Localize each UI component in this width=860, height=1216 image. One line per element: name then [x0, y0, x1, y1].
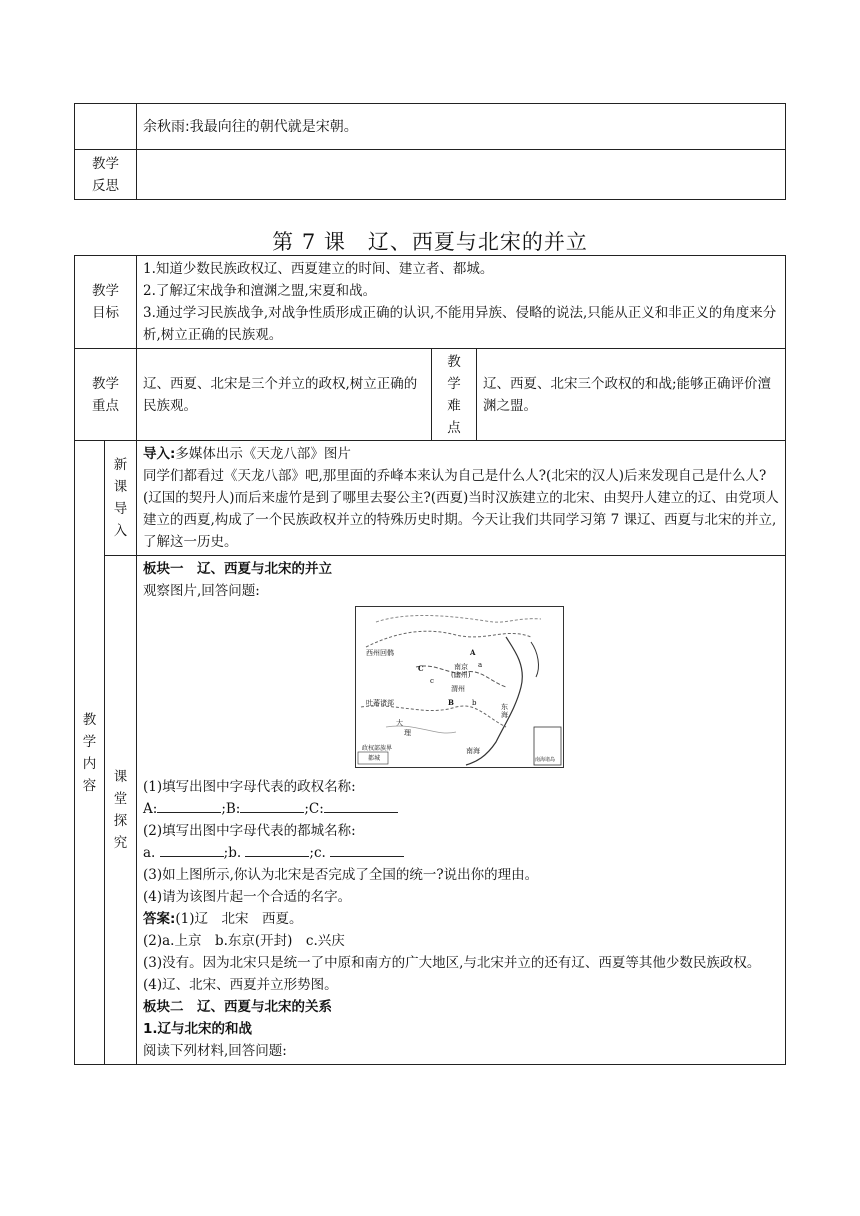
map-label-b: b [472, 699, 477, 707]
key-points-text: 辽、西夏、北宋是三个并立的政权,树立正确的民族观。 [137, 349, 432, 441]
map-label-islands: 南海诸岛 [535, 757, 556, 763]
blank-a[interactable] [160, 842, 224, 857]
intro-lead: 导入: [143, 446, 176, 462]
map-label-C: C [418, 664, 424, 673]
map-label-tanzhou: 渭州 [451, 685, 465, 693]
question-1-blanks: A: ;B: ;C: [143, 798, 779, 820]
map-label-li: 理 [404, 729, 411, 737]
goal-3: 3.通过学习民族战争,对战争性质形成正确的认识,不能用异族、侵略的说法,只能从正义和非正义的角度来分析,树立正确的民族观。 [143, 305, 777, 343]
blank-B[interactable] [240, 798, 304, 813]
map-label-xizhou: 西州回鹘 [366, 649, 394, 657]
map-label-hai: 海 [501, 711, 508, 719]
subsection-1: 1.辽与北宋的和战 [143, 1021, 253, 1037]
question-2-blanks: a. ;b. ;c. [143, 842, 779, 864]
quote-text: 余秋雨:我最向往的朝代就是宋朝。 [137, 104, 786, 150]
explore-label: 课 堂 探 究 [105, 556, 137, 1065]
map-label-nanhai: 南海 [466, 747, 480, 755]
map-label-A: A [470, 648, 476, 657]
goal-2: 2.了解辽宋战争和澶渊之盟,宋夏和战。 [143, 283, 377, 299]
explore-content [137, 556, 786, 1065]
read-instruction: 阅读下列材料,回答问题: [143, 1043, 287, 1059]
empty-cell [75, 104, 137, 150]
blank-c[interactable] [330, 842, 404, 857]
map-label-nanjing: 南京 [454, 663, 468, 671]
top-table [74, 103, 786, 200]
question-1: (1)填写出图中字母代表的政权名称: [143, 779, 356, 795]
map-legend-border: 政权部族界 [362, 745, 393, 752]
goals-content [137, 256, 786, 349]
question-2: (2)填写出图中字母代表的都城名称: [143, 823, 356, 839]
question-3: (3)如上图所示,你认为北宋是否完成了全国的统一?说出你的理由。 [143, 867, 539, 883]
intro-lead-rest: 多媒体出示《天龙八部》图片 [175, 446, 351, 462]
key-points-label: 教学 重点 [75, 349, 137, 441]
map-label-youzhou: (幽州) [451, 671, 471, 679]
difficult-points-text: 辽、西夏、北宋三个政权的和战;能够正确评价澶渊之盟。 [477, 349, 786, 441]
map-label-B: B [448, 698, 454, 707]
reflection-label: 教学 反思 [75, 150, 137, 200]
intro-label: 新 课 导 入 [105, 441, 137, 556]
goal-1: 1.知道少数民族政权辽、西夏建立的时间、建立者、都城。 [143, 261, 494, 277]
goals-label: 教学 目标 [75, 256, 137, 349]
lesson-table [74, 255, 786, 1065]
reflection-content [137, 150, 786, 200]
intro-paragraph: 同学们都看过《天龙八部》吧,那里面的乔峰本来认为自己是什么人?(北宋的汉人)后来发现自己是什么人?(辽国的契丹人)而后来虚竹是到了哪里去娶公主?(西夏)当时汉族建立的北宋、由契丹人建立的辽、由党项人建立的西夏,构成了一个民族政权并立的特殊历史时期。今天让我们共同学习第 7 课辽、西夏与北宋的并立,了解这一历史。 [143, 468, 779, 550]
blank-b[interactable] [245, 842, 309, 857]
answer-4: (4)辽、北宋、西夏并立形势图。 [143, 977, 338, 993]
map-label-da: 大 [396, 719, 403, 727]
map-label-tubo: 吐蕃诸部 [366, 699, 394, 707]
answer-1: (1)辽 北宋 西夏。 [175, 911, 303, 927]
lesson-title: 第 7 课 辽、西夏与北宋的并立 [272, 230, 588, 254]
answer-2: (2)a.上京 b.东京(开封) c.兴庆 [143, 933, 345, 949]
question-4: (4)请为该图片起一个合适的名字。 [143, 889, 352, 905]
blank-C[interactable] [324, 798, 398, 813]
block2-title: 板块二 辽、西夏与北宋的关系 [143, 999, 332, 1015]
block1-title: 板块一 辽、西夏与北宋的并立 [143, 561, 332, 577]
answer-3: (3)没有。因为北宋只是统一了中原和南方的广大地区,与北宋并立的还有辽、西夏等其他少数民族政权。 [143, 955, 761, 971]
map-label-c: c [430, 677, 434, 685]
difficult-points-label: 教 学 难 点 [432, 349, 477, 441]
song-liao-xia-map [355, 606, 564, 768]
map-legend-capital: 都城 [368, 755, 381, 762]
map-label-a: a [478, 661, 483, 669]
answer-label: 答案: [143, 911, 176, 927]
observe-text: 观察图片,回答问题: [143, 583, 260, 599]
blank-A[interactable] [157, 798, 221, 813]
content-label: 教 学 内 容 [75, 441, 105, 1065]
intro-content [137, 441, 786, 556]
map-label-dong: 东 [501, 703, 508, 711]
